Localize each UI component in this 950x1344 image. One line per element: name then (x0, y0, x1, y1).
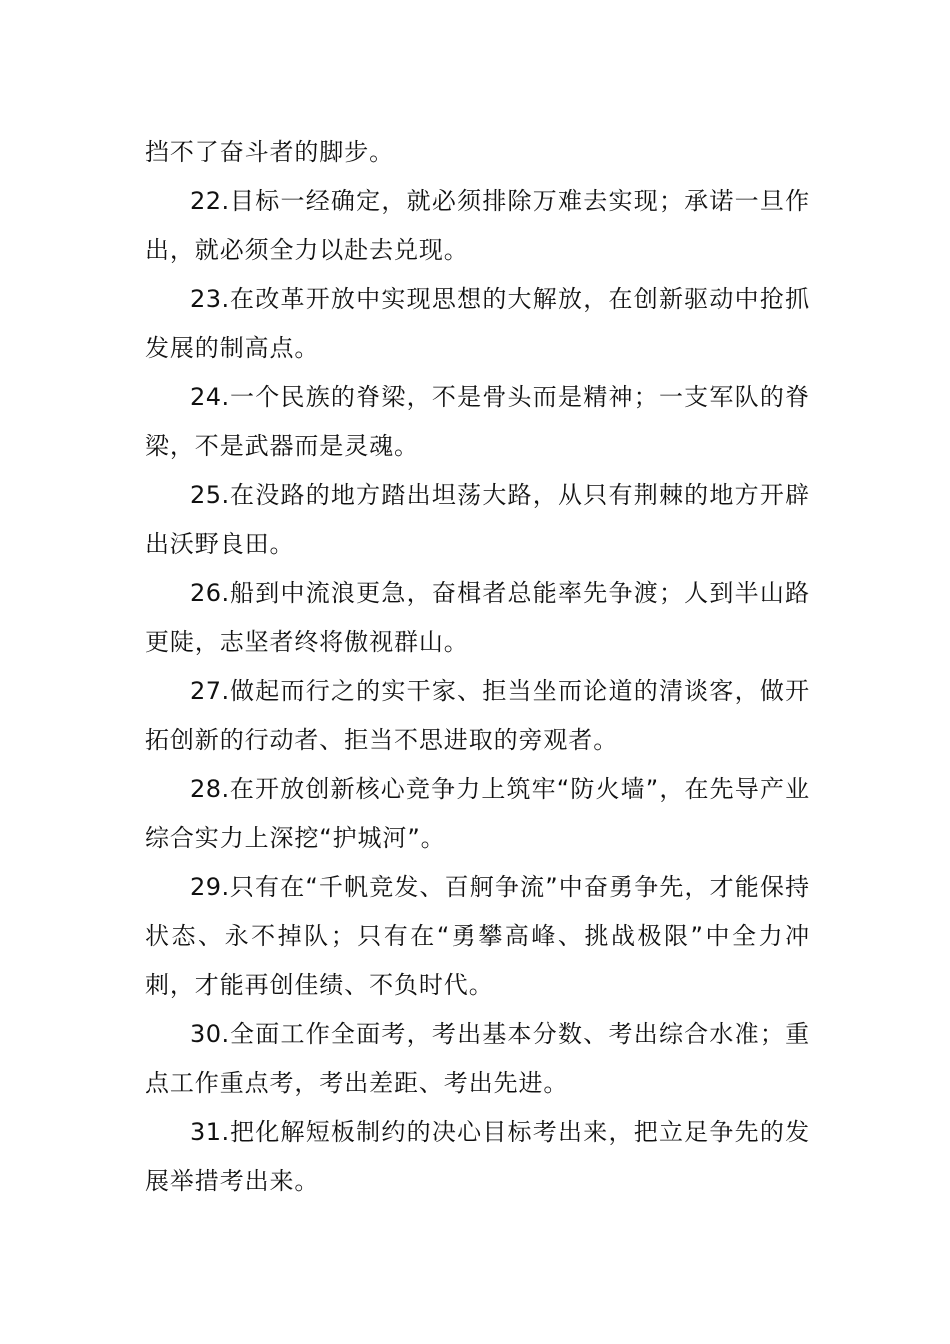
item-text: 只有在“千帆竞发、百舸争流”中奋勇争先，才能保持状态、永不掉队；只有在“勇攀高峰、挑战极限”中全力冲刺，才能再创佳绩、不负时代。 (145, 873, 810, 999)
list-item-25 (145, 471, 810, 569)
list-item-31 (145, 1108, 810, 1206)
item-text: 做起而行之的实干家、拒当坐而论道的清谈客，做开拓创新的行动者、拒当不思进取的旁观者。 (145, 677, 810, 754)
item-text: 目标一经确定，就必须排除万难去实现；承诺一旦作出，就必须全力以赴去兑现。 (145, 187, 810, 264)
item-text: 在改革开放中实现思想的大解放，在创新驱动中抢抓发展的制高点。 (145, 285, 810, 362)
list-item-23 (145, 275, 810, 373)
item-number: 30. (190, 1020, 230, 1048)
item-text: 把化解短板制约的决心目标考出来，把立足争先的发展举措考出来。 (145, 1118, 810, 1195)
list-item-30 (145, 1010, 810, 1108)
list-item-22 (145, 177, 810, 275)
document-body (145, 128, 810, 1206)
item-number: 22. (190, 187, 230, 215)
item-number: 29. (190, 873, 230, 901)
list-item-28 (145, 765, 810, 863)
list-item-26 (145, 569, 810, 667)
list-item-24 (145, 373, 810, 471)
item-number: 27. (190, 677, 230, 705)
item-number: 25. (190, 481, 230, 509)
item-text: 在开放创新核心竞争力上筑牢“防火墙”，在先导产业综合实力上深挖“护城河”。 (145, 775, 810, 852)
item-text: 船到中流浪更急，奋楫者总能率先争渡；人到半山路更陡，志坚者终将傲视群山。 (145, 579, 810, 656)
list-item-27 (145, 667, 810, 765)
item-number: 26. (190, 579, 230, 607)
item-number: 28. (190, 775, 230, 803)
item-number: 31. (190, 1118, 230, 1146)
item-text: 一个民族的脊梁，不是骨头而是精神；一支军队的脊梁，不是武器而是灵魂。 (145, 383, 810, 460)
item-text: 全面工作全面考，考出基本分数、考出综合水准；重点工作重点考，考出差距、考出先进。 (145, 1020, 810, 1097)
item-number: 24. (190, 383, 230, 411)
item-text: 在没路的地方踏出坦荡大路，从只有荆棘的地方开辟出沃野良田。 (145, 481, 810, 558)
list-item-29 (145, 863, 810, 1010)
continuation-paragraph: 挡不了奋斗者的脚步。 (145, 138, 394, 166)
item-number: 23. (190, 285, 230, 313)
